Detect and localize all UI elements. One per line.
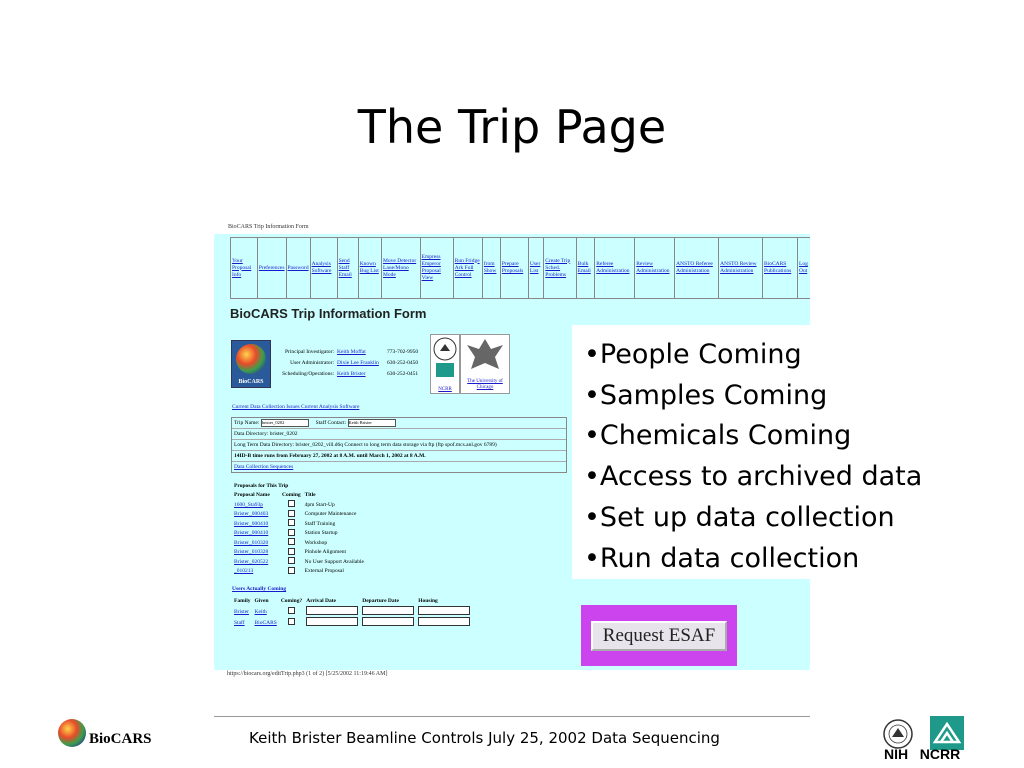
nav-item[interactable]: ANSTO Referee Administration bbox=[675, 238, 719, 299]
coming-checkbox[interactable] bbox=[288, 557, 295, 564]
staff-contact-input[interactable]: Keith Brister bbox=[348, 419, 396, 427]
housing-input[interactable] bbox=[418, 617, 470, 626]
departure-date-input[interactable] bbox=[362, 606, 414, 615]
proposal-title: Pinhole Alignment bbox=[304, 549, 347, 556]
proposal-link[interactable]: Brister_000403 bbox=[234, 511, 269, 518]
user-family-link[interactable]: Staff bbox=[234, 619, 245, 626]
feature-list bbox=[572, 325, 987, 579]
table-row bbox=[232, 529, 366, 539]
departure-date-input[interactable] bbox=[362, 617, 414, 626]
footer-text: Keith Brister Beamline Controls July 25, 2002 Data Sequencing bbox=[249, 729, 720, 747]
nav-item[interactable]: Analysis Software bbox=[310, 238, 337, 299]
phoenix-icon bbox=[461, 335, 509, 375]
coming-checkbox[interactable] bbox=[288, 618, 295, 625]
proposal-link[interactable]: Brister_000410 bbox=[234, 520, 269, 527]
proposal-link[interactable]: 1600_Sta93p bbox=[234, 501, 264, 508]
users-table: Family Given Coming? Arrival Date Departure Date Housing Brister Keith Staff BioCARS bbox=[232, 596, 472, 628]
biocars-logo-icon bbox=[58, 719, 86, 747]
table-row bbox=[232, 606, 472, 617]
user-family-link[interactable]: Brister bbox=[234, 608, 249, 615]
data-sequences-link[interactable]: Data Collection Sequences bbox=[234, 464, 294, 470]
proposal-title: External Proposal bbox=[304, 568, 344, 575]
nav-item[interactable]: BioCARS Publications bbox=[763, 238, 798, 299]
user-given-link[interactable]: BioCARS bbox=[254, 619, 277, 626]
footer-org: BioCARS bbox=[89, 731, 152, 747]
contact-row: User Administrator: Dixie Lee Franklin 630-252-0450 bbox=[256, 358, 418, 369]
arrival-date-input[interactable] bbox=[306, 606, 358, 615]
ncrr-label: NCRR bbox=[919, 746, 961, 762]
data-directory: Data Directory: brister_0202 bbox=[232, 429, 566, 440]
uchicago-logo-image[interactable] bbox=[460, 334, 510, 394]
coming-checkbox[interactable] bbox=[288, 607, 295, 614]
contact-row: Scheduling/Operations: Keith Brister 630-252-0451 bbox=[256, 369, 418, 380]
proposals-table: Proposals for This Trip Proposal Name Coming Title 1600_Sta93p 4pm Start-Up Brister_000403 Computer Maintenance Brister_000410 Staff Training Brister_000410 Station Startup Brister_010320 Workshop Brister_010328 Pinhole Alignment Brister_020522 No User Support Available _010213 External Proposal bbox=[234, 482, 364, 575]
nih-seal-icon bbox=[431, 335, 459, 381]
list-item: •Samples Coming bbox=[584, 379, 828, 411]
nav-item[interactable]: Review Administration bbox=[635, 238, 675, 299]
ncrr-caption: NCRR bbox=[438, 387, 452, 392]
proposals-heading: Proposals for This Trip bbox=[234, 482, 289, 489]
nav-item[interactable]: Move Detector Laue/Mono Mode bbox=[382, 238, 421, 299]
proposal-title: 4pm Start-Up bbox=[304, 501, 335, 508]
table-row bbox=[232, 510, 366, 520]
proposal-title: Workshop bbox=[304, 539, 328, 546]
nav-item[interactable]: ANSTO Review Administration bbox=[719, 238, 763, 299]
table-row bbox=[232, 538, 366, 548]
proposal-title: Station Startup bbox=[304, 530, 338, 537]
nav-item[interactable]: Known Bug List bbox=[358, 238, 381, 299]
nav-item[interactable]: Create Trip Sched. Problems bbox=[544, 238, 576, 299]
slide-title: The Trip Page bbox=[357, 100, 667, 154]
table-row bbox=[232, 617, 472, 628]
nav-item[interactable]: Bulk Email bbox=[576, 238, 595, 299]
trip-name-input[interactable]: brister_0202 bbox=[261, 419, 309, 427]
nav-item[interactable]: Preferences bbox=[257, 238, 286, 299]
nav-menu bbox=[230, 237, 810, 299]
coming-checkbox[interactable] bbox=[288, 510, 295, 517]
uchicago-caption: The University of Chicago bbox=[467, 379, 503, 390]
table-row bbox=[232, 557, 366, 567]
screenshot-footer: https://biocars.org/editTrip.php3 (1 of 2) [5/25/2002 11:19:46 AM] bbox=[227, 671, 388, 677]
nih-seal-image[interactable] bbox=[430, 334, 460, 394]
coming-checkbox[interactable] bbox=[288, 548, 295, 555]
time-runs: 14ID-B time runs from February 27, 2002 at 8 A.M. until March 1, 2002 at 8 A.M. bbox=[232, 451, 566, 462]
nav-item[interactable]: Empress Emperor Proposal View bbox=[420, 238, 453, 299]
contact-row: Principal Investigator: Keith Moffat 773-702-9950 bbox=[256, 347, 418, 358]
nih-label: NIH bbox=[884, 746, 909, 762]
contact-link[interactable]: Dixie Lee Franklin bbox=[337, 360, 379, 366]
nav-item[interactable]: Your Proposal Info bbox=[231, 238, 258, 299]
contact-link[interactable]: Keith Moffat bbox=[337, 349, 366, 355]
contacts-table bbox=[256, 347, 418, 380]
nav-item[interactable]: User List bbox=[528, 238, 543, 299]
proposal-title: No User Support Available bbox=[304, 558, 364, 565]
trip-details: Trip Name: brister_0202 Staff Contact: Keith Brister Data Directory: brister_0202 Long Term Data Directory: brister_0202_vill.d6q Connect to long term data storage via ftp (ftp spof.mcs.anl.gov 6789) 14ID-B time runs from February 27, 2002 at 8 A.M. until March 1, 2002 at 8 A.M. Data Collection Sequences bbox=[231, 417, 567, 473]
table-row bbox=[232, 519, 366, 529]
screenshot-caption: BioCARS Trip Information Form bbox=[228, 224, 309, 230]
user-given-link[interactable]: Keith bbox=[254, 608, 267, 615]
coming-checkbox[interactable] bbox=[288, 567, 295, 574]
coming-checkbox[interactable] bbox=[288, 538, 295, 545]
table-row bbox=[232, 548, 366, 558]
list-item: •Set up data collection bbox=[584, 501, 895, 533]
table-row bbox=[232, 567, 366, 577]
list-item: •People Coming bbox=[584, 339, 802, 370]
ncrr-logo-icon bbox=[930, 716, 964, 750]
table-row bbox=[232, 500, 366, 510]
proposal-title: Staff Training bbox=[304, 520, 336, 527]
nav-item[interactable]: Run Fridge Ark Full Control bbox=[453, 238, 482, 299]
footer-rule bbox=[214, 716, 810, 717]
nav-item[interactable]: Referee Administration bbox=[595, 238, 635, 299]
biocars-logo-caption: BioCARS bbox=[238, 379, 264, 385]
proposal-link[interactable]: Brister_010320 bbox=[234, 539, 269, 546]
coming-checkbox[interactable] bbox=[288, 529, 295, 536]
nav-item[interactable]: Send Staff Email bbox=[337, 238, 358, 299]
list-item: •Run data collection bbox=[584, 542, 860, 574]
nav-item[interactable]: Password bbox=[286, 238, 310, 299]
proposal-link[interactable]: Brister_020522 bbox=[234, 558, 269, 565]
contact-link[interactable]: Keith Brister bbox=[337, 371, 366, 377]
coming-checkbox[interactable] bbox=[288, 500, 295, 507]
coming-checkbox[interactable] bbox=[288, 519, 295, 526]
request-esaf-button[interactable]: Request ESAF bbox=[591, 621, 727, 651]
arrival-date-input[interactable] bbox=[306, 617, 358, 626]
proposal-link[interactable]: Brister_000410 bbox=[234, 530, 269, 537]
esaf-panel bbox=[581, 605, 737, 666]
list-item: •Chemicals Coming bbox=[584, 420, 852, 452]
list-item: •Access to archived data bbox=[584, 461, 923, 493]
form-title: BioCARS Trip Information Form bbox=[230, 306, 427, 321]
long-term-directory: Long Term Data Directory: brister_0202_vill.d6q Connect to long term data storage via ftp (ftp spof.mcs.anl.gov 6789) bbox=[232, 440, 566, 451]
nav-item[interactable]: Prepare Proposals bbox=[500, 238, 528, 299]
proposal-link[interactable]: Brister_010328 bbox=[234, 549, 269, 556]
users-heading[interactable]: Users Actually Coming bbox=[232, 586, 287, 592]
proposal-link[interactable]: _010213 bbox=[234, 568, 254, 575]
nav-item[interactable]: from Show bbox=[482, 238, 500, 299]
footer-logos-labels bbox=[884, 746, 960, 762]
proposal-title: Computer Maintenance bbox=[304, 511, 357, 518]
nav-item[interactable]: Log Out bbox=[798, 238, 810, 299]
analysis-links[interactable]: Current Data Collection Issues Current Analysis Software bbox=[232, 404, 360, 410]
housing-input[interactable] bbox=[418, 606, 470, 615]
